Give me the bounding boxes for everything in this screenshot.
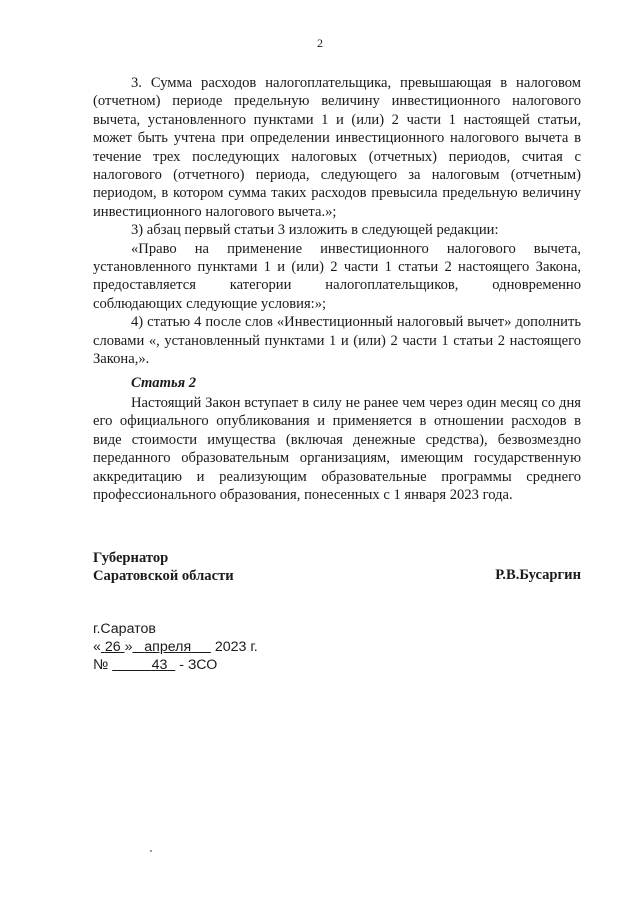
footer-block <box>93 620 258 674</box>
paragraph-quote: «Право на применение инвестиционного налогового вычета, установленного пунктами 1 и (или) 2 части 1 статьи 2 настоящего Закона, предоставляется категории налогоплательщиков, одновременно соблюдающих следующие условия:»; <box>93 240 581 312</box>
footer-city: г.Саратов <box>93 621 156 637</box>
paragraph-article-3: 3) абзац первый статьи 3 изложить в следующей редакции: <box>131 222 499 239</box>
date-open-quote: « <box>93 639 101 655</box>
number-sign: № <box>93 657 109 673</box>
footer-date <box>93 638 258 656</box>
scan-speck <box>150 850 152 852</box>
page-number: 2 <box>317 36 323 50</box>
signature-name: Р.В.Бусаргин <box>495 567 581 583</box>
signature-title-line1: Губернатор <box>93 550 169 566</box>
signature-title <box>93 549 234 586</box>
article-body <box>93 394 581 504</box>
date-day: 26 <box>104 639 121 655</box>
signature-title-line2: Саратовской области <box>93 568 234 585</box>
amendment-text <box>93 74 581 369</box>
article-paragraph: Настоящий Закон вступает в силу не ранее чем через один месяц со дня его официального опубликования и применяется в отношении расходов в виде стоимости имущества (включая денежные средства), безвозмездно переданного образовательным организациям, имеющим государственную аккредитацию и реализующим образовательные программы среднего профессионального образования, понесенных с 1 января 2023 года. <box>93 395 581 504</box>
footer-number <box>93 656 258 674</box>
paragraph-article-4: 4) статью 4 после слов «Инвестиционный налоговый вычет» дополнить словами «, установленный пунктами 1 и (или) 2 части 1 статьи 2 настоящего Закона,». <box>93 314 581 368</box>
paragraph-3-sum: 3. Сумма расходов налогоплательщика, превышающая в налоговом (отчетном) периоде предельную величину инвестиционного налогового вычета, установленного пунктами 1 и (или) 2 части 1 настоящей статьи, может быть учтена при определении инвестиционного налогового вычета в течение трех последующих налоговых (отчетных) периодов, считая с налогового (отчетного) периода, следующего за налоговым (отчетным) периодом, в котором сумма таких расходов превысила предельную величину инвестиционного налогового вычета.»; <box>93 75 581 220</box>
date-close-quote: » <box>124 639 133 655</box>
date-year: 2023 г. <box>214 639 258 655</box>
number-suffix: - ЗСО <box>179 657 218 673</box>
article-heading: Статья 2 <box>131 375 197 391</box>
law-number: 43 <box>151 657 168 673</box>
date-month: апреля <box>144 639 192 655</box>
